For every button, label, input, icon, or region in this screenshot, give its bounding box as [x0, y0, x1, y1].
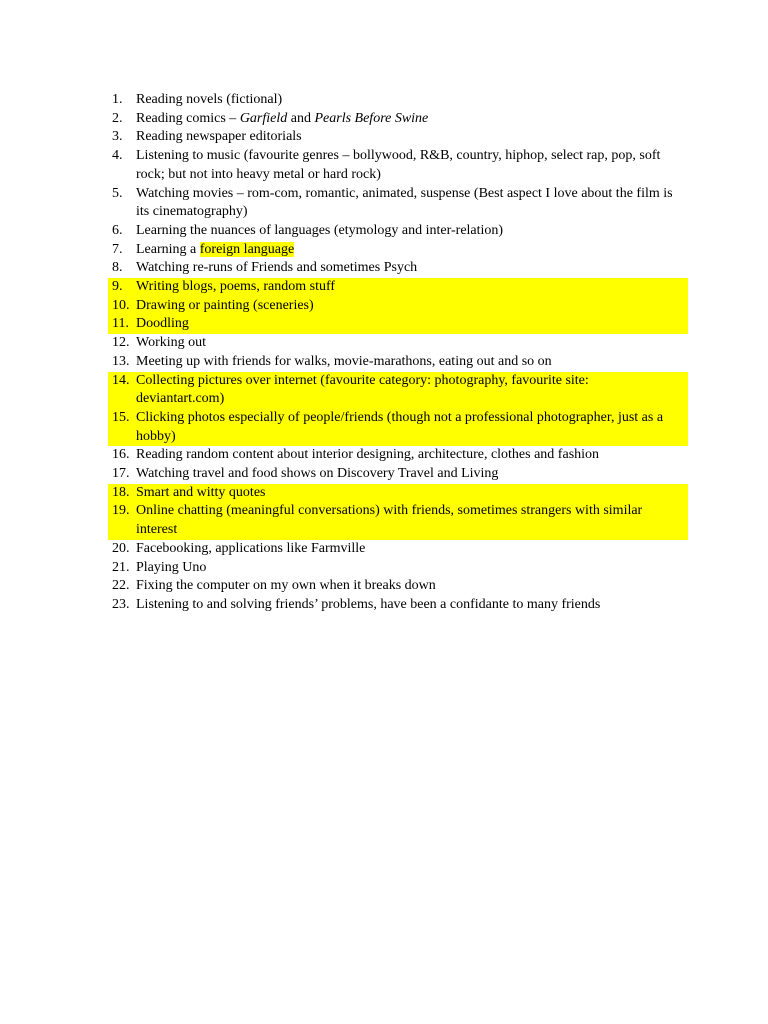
list-text: Reading novels (fictional)	[136, 92, 283, 107]
list-item	[108, 353, 688, 372]
list-text: Fixing the computer on my own when it breaks down	[136, 578, 436, 594]
list-text: Watching re-runs of Friends and sometimes Psych	[136, 260, 418, 276]
list-number: 2.	[112, 110, 123, 126]
list-item	[108, 185, 688, 222]
list-item	[108, 110, 688, 129]
list-item	[108, 241, 688, 260]
list-item	[108, 559, 688, 578]
list-item-highlighted	[108, 297, 688, 316]
list-item-highlighted	[108, 278, 688, 297]
comic-title: Garfield	[239, 110, 288, 126]
list-text: Playing Uno	[136, 559, 207, 575]
list-number: 5.	[112, 185, 123, 201]
list-item	[108, 334, 688, 353]
list-text: Watching movies – rom-com, romantic, animated, suspense (Best aspect I love about the film is its cinematography)	[136, 185, 673, 220]
list-text: Learning the nuances of languages (etymology and inter-relation)	[136, 222, 504, 238]
list-text: Online chatting (meaningful conversations) with friends, sometimes strangers with similar interest	[136, 503, 643, 538]
list-number: 9.	[108, 278, 136, 297]
list-number: 16.	[112, 447, 130, 463]
list-item	[108, 446, 688, 465]
list-item-highlighted	[108, 409, 688, 446]
list-item	[108, 222, 688, 241]
list-text: Reading comics – Garfield and Pearls Before Swine	[136, 110, 429, 126]
list-text: Smart and witty quotes	[136, 484, 266, 500]
list-number: 11.	[108, 315, 136, 334]
list-number: 10.	[108, 297, 136, 316]
list-item	[108, 596, 688, 615]
list-item-highlighted	[108, 484, 688, 503]
list-number: 22.	[112, 578, 130, 594]
list-number: 4.	[112, 148, 123, 164]
list-text: Doodling	[136, 316, 189, 332]
list-number: 17.	[112, 466, 130, 482]
list-number: 7.	[112, 241, 123, 257]
list-text: Clicking photos especially of people/friends (though not a professional photographer, just as a hobby)	[136, 409, 664, 444]
list-text: Learning a foreign language	[136, 241, 295, 257]
list-number: 23.	[112, 596, 130, 612]
list-number: 3.	[112, 129, 123, 145]
list-item	[108, 540, 688, 559]
list-text: Watching travel and food shows on Discovery Travel and Living	[136, 466, 499, 482]
list-number: 15.	[108, 409, 136, 446]
list-item	[108, 128, 688, 147]
list-text: Listening to music (favourite genres – bollywood, R&B, country, hiphop, select rap, pop, soft rock; but not into heavy metal or hard rock)	[136, 148, 661, 182]
list-item	[108, 147, 688, 184]
list-text: Facebooking, applications like Farmville	[136, 540, 366, 556]
list-number: 13.	[112, 353, 130, 369]
list-text: Reading random content about interior designing, architecture, clothes and fashion	[136, 447, 600, 463]
list-text: Working out	[136, 335, 207, 351]
list-text: Listening to and solving friends’ problems, have been a confidante to many friends	[136, 596, 601, 612]
hobbies-list	[108, 91, 688, 615]
highlighted-text: foreign language	[199, 241, 295, 257]
list-item-highlighted	[108, 372, 688, 409]
list-item	[108, 465, 688, 484]
list-number: 21.	[112, 559, 130, 575]
list-text: Meeting up with friends for walks, movie-marathons, eating out and so on	[136, 353, 552, 369]
list-item	[108, 577, 688, 596]
list-number: 1.	[112, 92, 123, 107]
list-number: 8.	[112, 260, 123, 276]
list-number: 6.	[112, 222, 123, 238]
list-item	[108, 259, 688, 278]
list-text: Collecting pictures over internet (favourite category: photography, favourite site: deviantart.com)	[136, 372, 589, 407]
list-item	[108, 91, 688, 110]
list-text: Writing blogs, poems, random stuff	[136, 279, 336, 295]
list-item-highlighted	[108, 315, 688, 334]
list-number: 12.	[112, 335, 130, 351]
list-text: Drawing or painting (sceneries)	[136, 297, 314, 313]
list-item-highlighted	[108, 502, 688, 539]
list-number: 19.	[108, 502, 136, 539]
list-text: Reading newspaper editorials	[136, 129, 302, 145]
comic-title: Pearls Before Swine	[314, 110, 429, 126]
list-number: 18.	[108, 484, 136, 503]
list-number: 20.	[112, 540, 130, 556]
list-number: 14.	[108, 372, 136, 409]
